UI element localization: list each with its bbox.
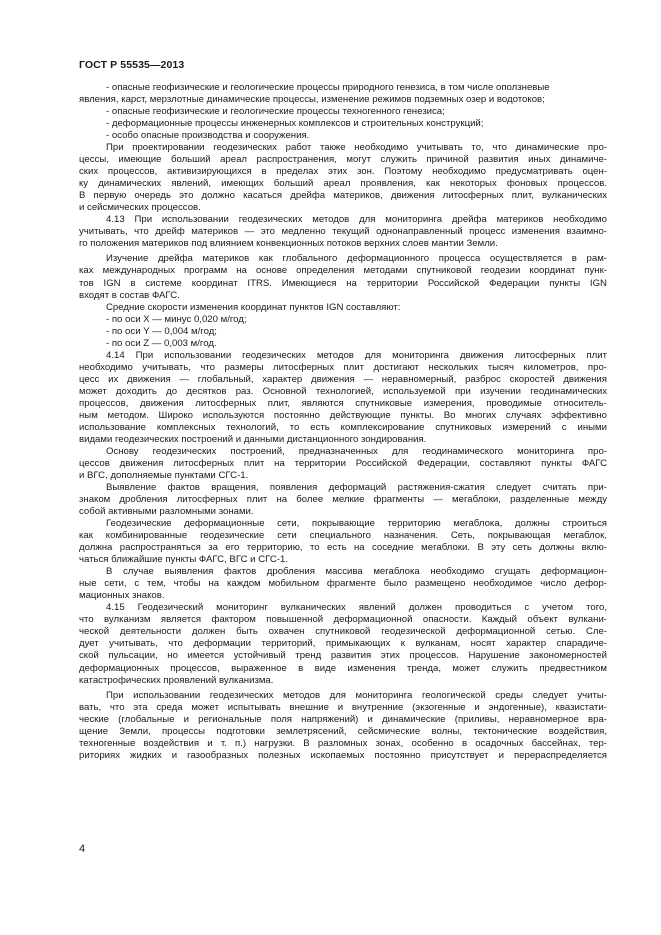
text-line: катастрофических проявлений вулканизма.: [79, 674, 274, 686]
text-line: 4.15 Геодезический мониторинг вулканических явлений должен проводиться с учетом того,: [106, 602, 607, 614]
text-line: ской пульсации, но имеется устойчивый тренд развития этих процессов. Нарушение закономерностей: [79, 650, 607, 662]
text-line: входят в состав ФАГС.: [79, 289, 180, 301]
text-line: В случае выявления фактов дробления массива мегаблока необходимо сгущать деформацион-: [106, 566, 607, 578]
text-line: - по оси Z — 0,003 м/год.: [106, 337, 217, 349]
text-line: ских процессов, активизирующихся в пределах этих зон. Поэтому необходимо предусматривать оцен-: [79, 166, 607, 178]
text-line: необходимо учитывать, что размеры литосферных плит достигают нескольких тысяч километров, про-: [79, 361, 607, 373]
paragraph: [79, 253, 607, 301]
text-line: - опасные геофизические и геологические процессы техногенного генезиса;: [106, 106, 445, 118]
text-line: дует учитывать, что деформации территорий, примыкающих к вулканам, носят характер спарадиче-: [79, 638, 607, 650]
paragraph: [79, 446, 607, 482]
standard-code-header: ГОСТ Р 55535—2013: [79, 59, 185, 71]
text-line: деформационных процессов, выраженное в виде изменения тренда, может служить предвестником: [79, 662, 607, 674]
text-line: ческой деятельности должен быть охвачен спутниковой геодезической деформационной сетью. Сле-: [79, 626, 607, 638]
text-line: Выявление фактов вращения, появления деформаций растяжения-сжатия следует считать при-: [106, 482, 607, 494]
text-line: и ВГС, дополняемые пунктами СГС-1.: [79, 470, 249, 481]
paragraph: [79, 690, 607, 762]
text-line: Основу геодезических построений, предназначенных для геодинамического мониторинга про-: [106, 445, 607, 457]
paragraph: [79, 602, 607, 686]
text-line: тов IGN в системе координат ITRS. Имеющиеся на территории Российской Федерации пункты IGN: [79, 277, 607, 289]
paragraph: [79, 214, 607, 250]
list-item: [79, 338, 607, 350]
text-line: Изучение дрейфа материков как глобального деформационного процесса осуществляется в рам-: [106, 253, 607, 265]
list-item: [79, 326, 607, 338]
text-line: Средние скорости изменения координат пунктов IGN составляют:: [106, 301, 401, 313]
paragraph: [79, 518, 607, 566]
list-item: [79, 130, 607, 142]
text-line: вать, что эта среда может испытывать внешние и внутренние (экзогенные и эндогенные), квазистати-: [79, 701, 607, 713]
paragraph: [79, 142, 607, 214]
text-line: - по оси X — минус 0,020 м/год;: [106, 313, 247, 325]
text-line: должна распространяться за его территорию, то есть на соседние мегаблоки. В эту сеть должны вклю-: [79, 542, 607, 554]
text-line: цессов движения литосферных плит на территории Российской Федерации, составляют пункты ФАГС: [79, 457, 607, 469]
text-line: цесс их движения — глобальный, характер движения — неравномерный, разброс скоростей движения: [79, 373, 607, 385]
text-line: может доходить до десятков раз. Основной технологией, используемой при изучении геодинамических: [79, 385, 607, 397]
paragraph: [79, 302, 607, 314]
text-line: что вулканизм является фактором повышенной деформационной опасности. Каждый объект вулкани-: [79, 614, 607, 626]
text-line: цессы, имеющие больший ареал распространения, могут служить причиной развития иных динамиче-: [79, 154, 607, 166]
list-item: [79, 118, 607, 130]
list-item: [79, 314, 607, 326]
text-line: использование комплексных технологий, то есть комплексирование спутниковых измерений с иными: [79, 421, 607, 433]
text-line: 4.13 При использовании геодезических методов для мониторинга дрейфа материков необходимо: [106, 214, 607, 226]
text-line: риториях жидких и газообразных полезных ископаемых постоянно присутствует и перераспределяется: [79, 749, 607, 761]
text-line: чаться ближайшие пункты ФАГС, ВГС и СГС-1.: [79, 554, 289, 566]
text-line: ческие (глобальные и региональные поля напряжений) и динамические (приливы, неравномерное вра-: [79, 713, 607, 725]
text-line: учитывать, что дрейф материков — это медленно текущий однонаправленный процесс изменения взаимно-: [79, 226, 607, 238]
text-line: собой активными разломными зонами.: [79, 506, 254, 518]
page-number: 4: [79, 843, 86, 855]
text-line: как комбинированные геодезические сети специального назначения. Сеть, покрывающая мегаблок,: [79, 530, 607, 542]
text-line: ным методом. Широко используются постоянно действующие пункты. Во многих случаях эффективно: [79, 409, 607, 421]
document-body: [79, 82, 607, 762]
list-item: [79, 106, 607, 118]
text-line: При проектировании геодезических работ также необходимо учитывать то, что динамические про-: [106, 142, 607, 154]
text-line: - опасные геофизические и геологические процессы природного генезиса, в том числе оползневые: [106, 82, 550, 93]
paragraph: [79, 566, 607, 602]
text-line: ках международных программ на основе определения методами спутниковой геодезии координат пунк-: [79, 265, 607, 277]
text-line: и сейсмических процессов.: [79, 202, 201, 214]
text-line: видами геодезических построений и данными дистанционного зондирования.: [79, 433, 427, 445]
text-line: щение Земли, процессы подготовки землетрясений, сейсмические волны, тектонические воздействия,: [79, 725, 607, 737]
text-line: техногенные воздействия и т. п.) нагрузки. В разломных зонах, особенно в осадочных бассейнах, тер-: [79, 737, 607, 749]
text-line: - по оси Y — 0,004 м/год;: [106, 325, 217, 337]
text-line: явления, карст, мерзлотные динамические процессы, изменение режимов подземных озер и водотоков;: [79, 94, 545, 106]
paragraph: [79, 350, 607, 446]
text-line: знаком дробления литосферных плит на более мелкие фрагменты — мегаблоки, разделенные между: [79, 494, 607, 506]
text-line: ные сети, с тем, чтобы на каждом мобильном фрагменте было размещено необходимое число дефор-: [79, 578, 607, 590]
text-line: Геодезические деформационные сети, покрывающие территорию мегаблока, должны строиться: [106, 518, 607, 530]
paragraph: [79, 482, 607, 518]
text-line: го положения материков под влиянием конвекционных потоков верхних слоев мантии Земли.: [79, 238, 498, 250]
text-line: ку динамических явлений, имеющих больший ареал проявления, как некоторых фоновых процессов.: [79, 178, 607, 190]
text-line: - особо опасные производства и сооружения.: [106, 130, 310, 142]
text-line: 4.14 При использовании геодезических методов для мониторинга движения литосферных плит: [106, 349, 607, 361]
text-line: В первую очередь это должно касаться дрейфа материков, движения литосферных плит, вулканических: [79, 190, 607, 202]
text-line: При использовании геодезических методов для мониторинга геологической среды следует учиты-: [106, 689, 607, 701]
text-line: процессов, движения литосферных плит, являются спутниковые измерения, проводимые относитель-: [79, 397, 607, 409]
list-item: [79, 82, 607, 106]
text-line: мационных знаков.: [79, 590, 165, 602]
text-line: - деформационные процессы инженерных комплексов и строительных конструкций;: [106, 118, 484, 130]
